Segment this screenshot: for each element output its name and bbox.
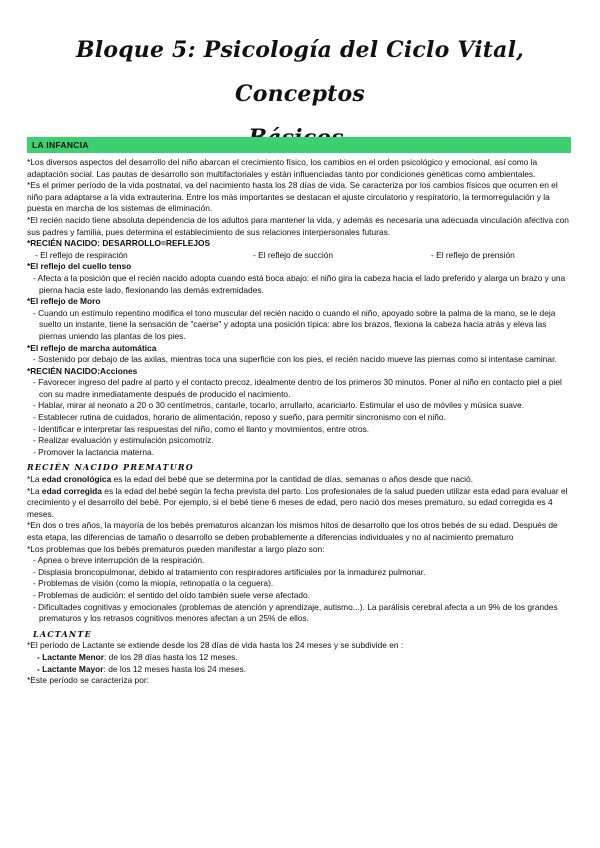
heading-moro: *El reflejo de Moro [27, 296, 101, 307]
list-item: - Problemas de audición: el sentido del oído también suele verse afectado. [33, 589, 311, 600]
list-item: - Identificar e interpretar las respuestas del niño, como el llanto y movimientos, entre otros. [33, 423, 370, 434]
paragraph-problemas: *Los problemas que los bebés prematuros pueden manifestar a largo plazo son: [27, 543, 325, 554]
list-item: - Establecer rutina de cuidados, horario de alimentación, reposo y sueño, para permitir sincronismo con el niño. [33, 412, 446, 423]
list-item: - Dificultades cognitivas y emocionales (problemas de atención y aprendizaje, autismo...). La parálisis cerebral afecta a un 9% de los grandes prematuros y los retrasos cognitivos menores afectan a un 25% de ellos. [33, 601, 558, 624]
list-item: - Problemas de visión (como la miopía, retinopatía o la ceguera). [33, 578, 274, 589]
list-item: - Displasia broncopulmonar, debido al tratamiento con respiradores artificiales por la inmadurez pulmonar. [33, 566, 426, 577]
heading-reflejos: *RECIÉN NACIDO: DESARROLLO=REFLEJOS [27, 238, 211, 249]
paragraph-lactante: *El período de Lactante se extiende desde los 28 días de vida hasta los 24 meses y se subdivide en : [27, 640, 404, 651]
lactante-menor: - Lactante Menor: de los 28 días hasta los 12 meses. [37, 651, 238, 662]
reflex-item: - El reflejo de succión [253, 249, 334, 260]
paragraph-dependencia: *El recién nacido tiene absoluta dependencia de los adultos para mantener la vida, y además es necesaria una adecuada vinculación afectiva con sus padres y familia, pues determina el establecimiento de sus relaciones interpersonales futuras. [27, 214, 569, 237]
title-line-1: Bloque 5: Psicología del Ciclo Vital, Conceptos [75, 37, 524, 107]
subheading-lactante: LACTANTE [33, 628, 92, 639]
paragraph-dos-tres-anos: *En dos o tres años, la mayoría de los bebés prematuros alcanzan los mismos hitos de desarrollo que los otros bebés de su edad. Después de esta etapa, las diferencias de tamaño o desarrollo se deben probablemente a diferencias individuales y no al nacimiento prematuro [27, 520, 558, 542]
list-item: - Hablar, mirar al neonato a 20 o 30 centímetros, cantarle, tocarlo, arrullarlo, acariciarlo. Estimular el uso de móviles y música suave. [33, 400, 525, 411]
paragraph-edad-corregida: *La edad corregida es la edad del bebé según la fecha prevista del parto. Los profesionales de la salud pueden utilizar esta edad para evaluar el crecimiento y el desarrollo del bebé. Por ejemplo, si el bebé tiene 6 meses de edad, pero nació dos meses prematuro, su edad corregida es 4 meses. [27, 485, 568, 519]
heading-cuello-tenso: *El reflejo del cuello tenso [27, 261, 132, 272]
reflex-item: - El reflejo de respiración [35, 249, 128, 260]
section-band [27, 137, 571, 153]
list-item: - Favorecer ingreso del padre al parto y el contacto precoz, idealmente dentro de los primeros 30 minutos. Poner al niño en contacto piel a piel con su madre inmediatamente después de producido el nacimiento. [33, 377, 562, 399]
list-item: - Realizar evaluación y estimulación psicomotriz. [33, 435, 214, 446]
paragraph-periodo: *Es el primer período de la vida postnatal, va del nacimiento hasta los 28 días de vida. Se caracteriza por los cambios físicos que ocurren en el niño para adaptarse a la vida extrauterina. Entre los más importantes se destacan el ajuste circulatorio y respiratorio, la termorregulación y la puesta en marcha de los sistemas de eliminación. [27, 180, 558, 214]
document-body [27, 157, 573, 687]
paragraph-edad-cronologica: *La edad cronológica es la edad del bebé que se determina por la cantidad de días, semanas o años desde que nació. [27, 474, 474, 485]
reflex-list [27, 250, 573, 262]
subheading-prematuro: RECIÉN NACIDO PREMATURO [27, 462, 194, 473]
text-cuello-tenso: - Afecta a la posición que el recién nacido adopta cuando está boca abajo: el niño gira la cabeza hacia el lado preferido y alarga un brazo y una pierna hacia este lado, flexionando las demás extremidades. [33, 272, 566, 295]
text-moro: - Cuando un estímulo repentino modifica el tono muscular del recién nacido o cuando el niño, apoyado sobre la palma de la mano, se le deja suelto un instante, tiene la sensación de "caerse" y adopta una posición típica: abre los brazos, flexiona la cabeza hacia atrás y eleva las piernas uniendo las plantas de los pies. [33, 307, 556, 341]
list-item: - Apnea o breve interrupción de la respiración. [33, 555, 205, 566]
heading-acciones: *RECIÉN NACIDO:Acciones [27, 365, 138, 376]
lactante-mayor: - Lactante Mayor: de los 12 meses hasta los 24 meses. [37, 663, 247, 674]
paragraph-caracteriza: *Este período se caracteriza por: [27, 675, 149, 686]
reflex-item: - El reflejo de prensión [431, 249, 515, 260]
paragraph-desarrollo: *Los diversos aspectos del desarrollo del niño abarcan el crecimiento físico, los cambios en el orden psicológico y emocional, así como la adaptación social. Las pautas de desarrollo son multifactoriales y están influenciadas tanto por condiciones genéticas como ambientales. [27, 157, 538, 179]
list-item: - Promover la lactancia materna. [33, 446, 155, 457]
section-band-label: LA INFANCIA [32, 140, 89, 150]
text-marcha: - Sostenido por debajo de las axilas, mientras toca una superficie con los pies, el recién nacido mueve las piernas como si intentase caminar. [33, 354, 557, 365]
heading-marcha: *El reflejo de marcha automática [27, 342, 157, 353]
